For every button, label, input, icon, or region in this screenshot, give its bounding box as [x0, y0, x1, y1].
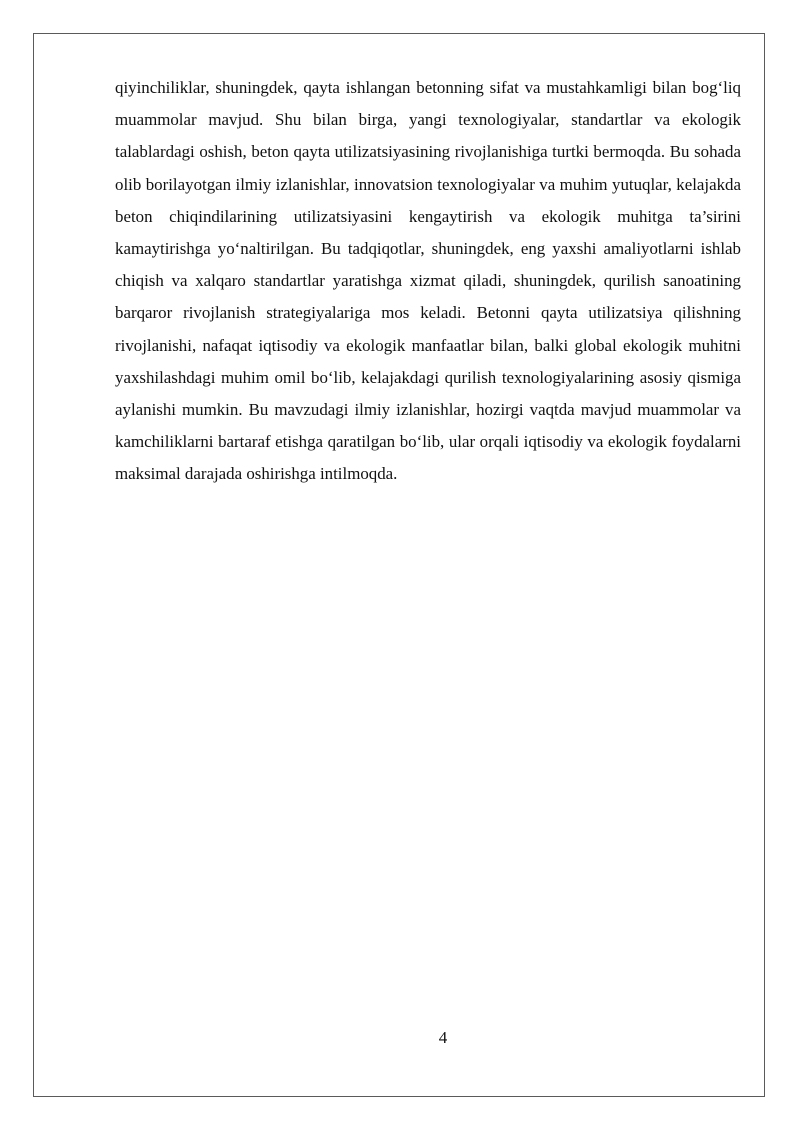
- page-number: 4: [438, 1028, 448, 1047]
- body-paragraph: qiyinchiliklar, shuningdek, qayta ishlangan betonning sifat va mustahkamligi bilan bog‘liq muammolar mavjud. Shu bilan birga, yangi texnologiyalar, standartlar va ekologik talablardagi oshish, beton qayta utilizatsiyasining rivojlanishiga turtki bermoqda. Bu sohada olib borilayotgan ilmiy izlanishlar, innovatsion texnologiyalar va muhim yutuqlar, kelajakda beton chiqindilarining utilizatsiyasini kengaytirish va ekologik muhitga ta’sirini kamaytirishga yo‘naltirilgan. Bu tadqiqotlar, shuningdek, eng yaxshi amaliyotlarni ishlab chiqish va xalqaro standartlar yaratishga xizmat qiladi, shuningdek, qurilish sanoatining barqaror rivojlanish strategiyalariga mos keladi. Betonni qayta utilizatsiya qilishning rivojlanishi, nafaqat iqtisodiy va ekologik manfaatlar bilan, balki global ekologik muhitni yaxshilashdagi muhim omil bo‘lib, kelajakdagi qurilish texnologiyalarining asosiy qismiga aylanishi mumkin. Bu mavzudagi ilmiy izlanishlar, hozirgi vaqtda mavjud muammolar va kamchiliklarni bartaraf etishga qaratilgan bo‘lib, ular orqali iqtisodiy va ekologik foydalarni maksimal darajada oshirishga intilmoqda.: [115, 78, 741, 484]
